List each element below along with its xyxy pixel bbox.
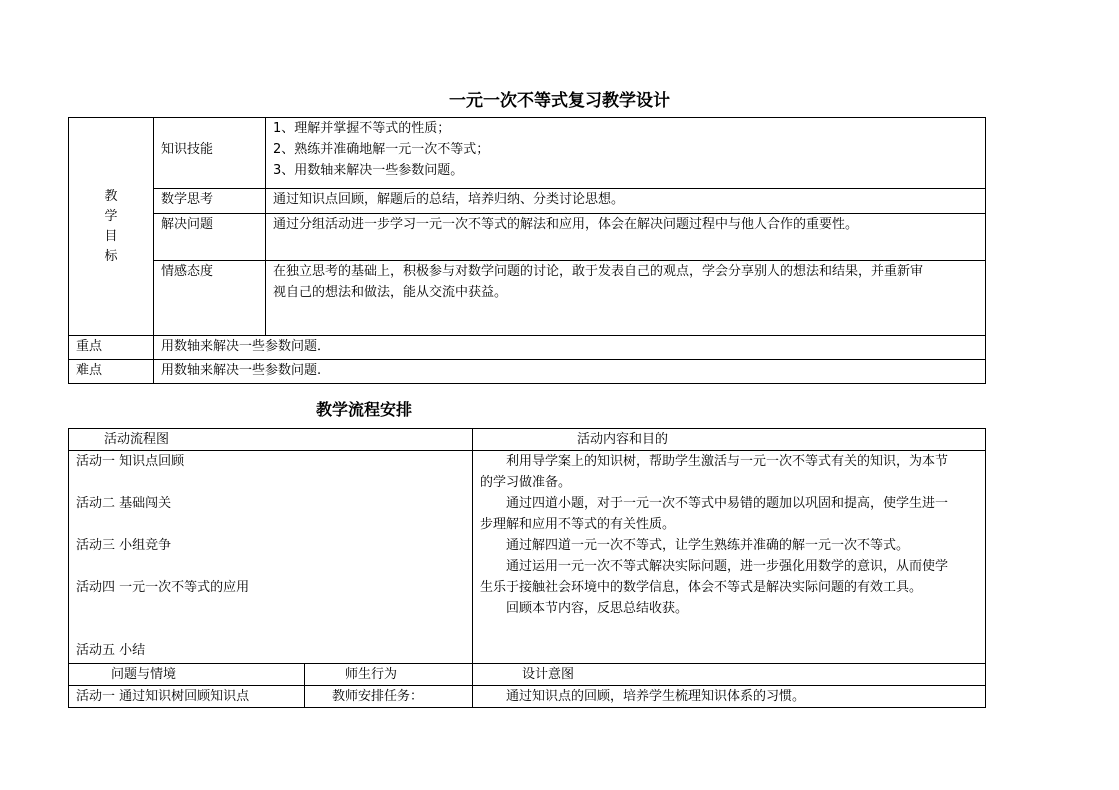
goal-content-thinking [266, 189, 986, 214]
goal-line: 1、理解并掌握不等式的性质； [273, 121, 451, 136]
goals-header-char: 标 [104, 248, 118, 264]
purpose-line: 利用导学案上的知识树，帮助学生激活与一元一次不等式有关的知识，为本节 [506, 454, 949, 469]
purpose-line: 的学习做准备。 [480, 475, 572, 490]
design-table [68, 663, 986, 708]
goals-header-char: 教 [104, 188, 118, 204]
goal-label-solving: 解决问题 [154, 214, 266, 261]
key-point-content: 用数轴来解决一些参数问题． [154, 336, 986, 360]
difficulty-label: 难点 [69, 360, 154, 384]
purpose-line: 通过四道小题，对于一元一次不等式中易错的题加以巩固和提高，使学生进一 [506, 496, 949, 511]
design-header-situation: 问题与情境 [69, 664, 305, 686]
goal-content-attitude [266, 261, 986, 336]
goal-line: 通过知识点回顾，解题后的总结，培养归纳、分类讨论思想。 [273, 192, 625, 207]
design-header-behavior: 师生行为 [305, 664, 473, 686]
goal-line: 通过分组活动进一步学习一元一次不等式的解法和应用，体会在解决问题过程中与他人合作的重要性。 [273, 217, 859, 232]
flow-table [68, 428, 986, 664]
goal-line: 在独立思考的基础上，积极参与对数学问题的讨论，敢于发表自己的观点，学会分享别人的想法和结果，并重新审 [273, 264, 924, 279]
goals-header-char: 学 [104, 208, 118, 224]
purpose-line: 通过解四道一元一次不等式，让学生熟练并准确的解一元一次不等式。 [506, 538, 910, 553]
flow-col1-header: 活动流程图 [69, 429, 473, 451]
activity-item: 活动二 基础闯关 [76, 496, 172, 511]
activity-item: 活动一 知识点回顾 [76, 454, 185, 469]
goal-label-thinking: 数学思考 [154, 189, 266, 214]
design-cell-situation: 活动一 通过知识树回顾知识点 [69, 686, 305, 708]
goal-label-attitude: 情感态度 [154, 261, 266, 336]
goal-line: 视自己的想法和做法，能从交流中获益。 [273, 285, 508, 300]
flow-title: 教学流程安排 [316, 400, 413, 419]
goal-line: 3、用数轴来解决一些参数问题。 [273, 163, 464, 178]
activity-list [69, 451, 473, 664]
purpose-line: 步理解和应用不等式的有关性质。 [480, 517, 676, 532]
design-header-intent: 设计意图 [473, 664, 986, 686]
purpose-line: 通过运用一元一次不等式解决实际问题，进一步强化用数学的意识，从而使学 [506, 559, 949, 574]
goal-content-knowledge [266, 118, 986, 189]
goals-header-char: 目 [104, 228, 118, 244]
design-cell-intent: 通过知识点的回顾，培养学生梳理知识体系的习惯。 [473, 686, 986, 708]
page-title: 一元一次不等式复习教学设计 [449, 91, 670, 111]
design-cell-behavior: 教师安排任务： [305, 686, 473, 708]
goal-label-knowledge: 知识技能 [154, 118, 266, 189]
activity-item: 活动三 小组竞争 [76, 538, 172, 553]
activity-item: 活动五 小结 [76, 643, 146, 658]
key-point-label: 重点 [69, 336, 154, 360]
goals-table [68, 117, 986, 384]
flow-col2-header: 活动内容和目的 [473, 429, 986, 451]
purpose-line: 回顾本节内容，反思总结收获。 [506, 601, 689, 616]
goals-header-cell [69, 118, 154, 336]
purpose-list [473, 451, 986, 664]
difficulty-content: 用数轴来解决一些参数问题. [154, 360, 986, 384]
purpose-line: 生乐于接触社会环境中的数学信息，体会不等式是解决实际问题的有效工具。 [480, 580, 923, 595]
goal-content-solving [266, 214, 986, 261]
activity-item: 活动四 一元一次不等式的应用 [76, 580, 250, 595]
goal-line: 2、熟练并准确地解一元一次不等式； [273, 142, 490, 157]
